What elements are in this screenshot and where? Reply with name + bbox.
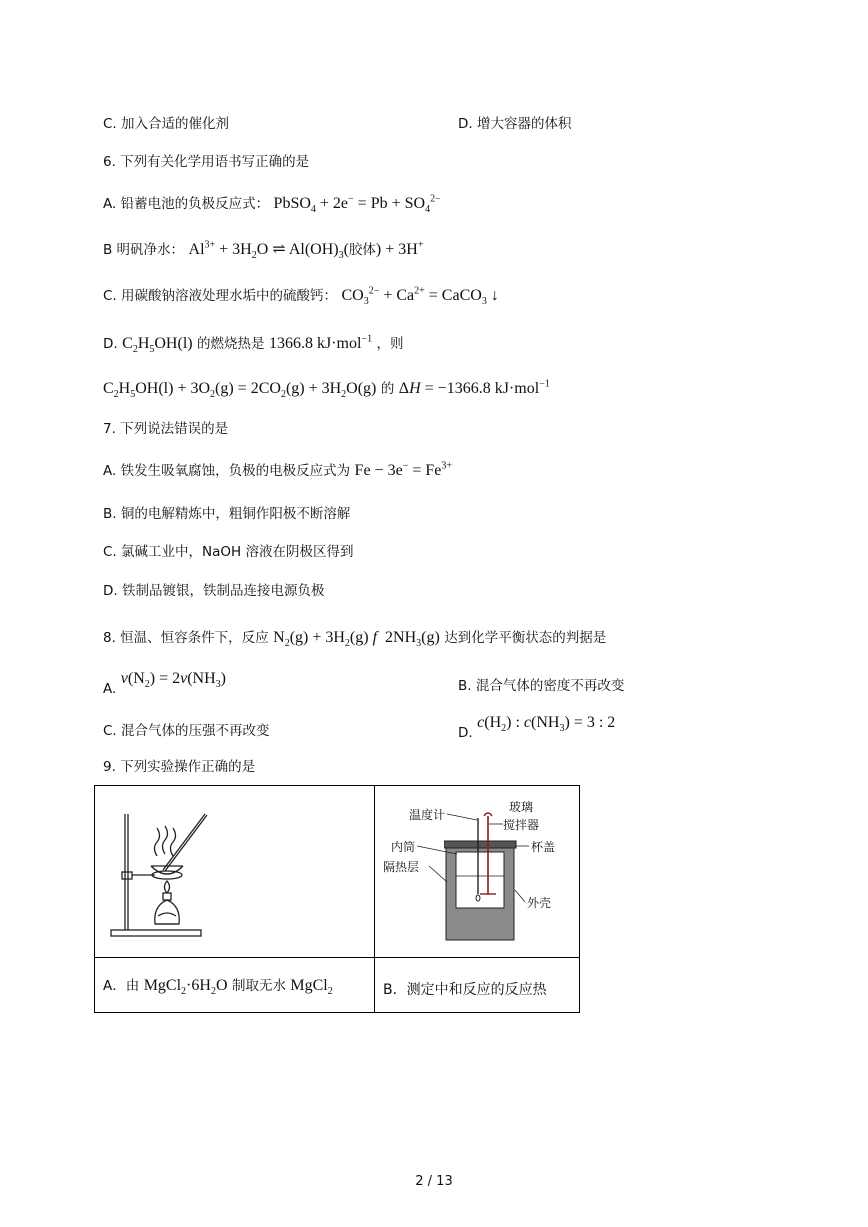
label-thermometer: 温度计 — [409, 808, 446, 822]
q7-option-c: C. 氯碱工业中，NaOH 溶液在阴极区得到 — [103, 544, 354, 560]
q8-stem-pre: 8. 恒温、恒容条件下，反应 — [103, 630, 269, 646]
q7-option-a-formula: $Fe - 3e^- = Fe^{3+}$ — [354, 460, 452, 479]
label-lid: 杯盖 — [531, 840, 556, 854]
q6-option-d-suffix: ，则 — [376, 336, 404, 352]
q6-option-b — [103, 239, 424, 262]
label-outer-shell: 外壳 — [527, 896, 552, 910]
q8-stem-post: 达到化学平衡状态的判据是 — [444, 630, 607, 646]
q8-option-b: B. 混合气体的密度不再改变 — [458, 678, 625, 694]
page-number: 2 / 13 — [415, 1174, 453, 1189]
q6-option-b-text: B 明矾净水： — [103, 242, 185, 258]
q6-option-d-mid: 的燃烧热是 — [197, 336, 265, 352]
q6-option-d-line2-mid: 的 — [380, 381, 395, 397]
q8-reaction: $N_2(g) + 3H_2(g)$ f $2NH_3(g)$ — [273, 629, 440, 650]
q6-option-a — [103, 193, 441, 216]
q9-stem: 9. 下列实验操作正确的是 — [103, 759, 256, 775]
q6-option-d-ethanol: $C_2H_5OH(l)$ — [122, 335, 193, 356]
label-insulation: 隔热层 — [383, 860, 420, 874]
label-leader-lines — [95, 786, 581, 956]
q9-caption-b: B．测定中和反应的反应热 — [383, 982, 547, 998]
q8-option-a-formula: $v(N_2) = 2v(NH_3)$ — [120, 670, 226, 691]
q6-colloid: 胶体 — [348, 242, 376, 258]
q7-option-b: B. 铜的电解精炼中，粗铜作阳极不断溶解 — [103, 506, 351, 522]
q7-option-d: D. 铁制品镀银，铁制品连接电源负极 — [103, 583, 325, 599]
q6-option-d-prefix: D. — [103, 336, 118, 352]
q8-option-d-formula: $c(H_2)$ : $c(NH_3) = 3$ : 2 — [477, 714, 616, 735]
q6-stem: 6. 下列有关化学用语书写正确的是 — [103, 154, 310, 170]
q8-option-a-label: A. — [103, 681, 117, 697]
q8-stem — [103, 629, 607, 650]
q9-caption-a-hydrate: $MgCl_2\cdot 6H_2O$ — [143, 977, 228, 998]
q6-option-c-text: C. 用碳酸钠溶液处理水垢中的硫酸钙： — [103, 288, 338, 304]
q6-option-d-enthalpy: ΔH = −1366.8 kJ·mol$^{-1}$ — [398, 378, 550, 397]
label-glass: 玻璃 — [509, 800, 534, 814]
q5-option-c: C. 加入合适的催化剂 — [103, 116, 230, 132]
q9-caption-a — [103, 974, 333, 998]
q6-option-b-formula: $Al^{3+} + 3H_2O$ ⇌ $Al(OH)_3$(胶体) + 3H+ — [188, 239, 424, 262]
q6-option-d — [103, 333, 404, 356]
q6-option-d-value: 1366.8 kJ·mol$^{-1}$ — [269, 333, 373, 352]
q9-caption-a-anhydrous: MgCl$_2$ — [290, 977, 333, 998]
q8-option-c: C. 混合气体的压强不再改变 — [103, 723, 270, 739]
q9-caption-a-pre: A．由 — [103, 978, 140, 994]
q6-option-d-equation: $C_2H_5OH(l) + 3O_2(g) = 2CO_2(g) + 3H_2O(g)$ — [103, 380, 377, 401]
q7-option-a-text: A. 铁发生吸氧腐蚀，负极的电极反应式为 — [103, 463, 351, 479]
q7-stem: 7. 下列说法错误的是 — [103, 421, 229, 437]
q6-option-d-line2 — [103, 378, 550, 401]
q5-option-d: D. 增大容器的体积 — [458, 116, 572, 132]
label-inner-cup: 内筒 — [391, 840, 416, 854]
q9-caption-a-mid: 制取无水 — [231, 978, 286, 994]
q8-option-d — [458, 714, 616, 741]
q7-option-a — [103, 462, 452, 480]
q6-option-a-formula: PbSO$_4$ + $2e^- = Pb + SO_4^{2-}$ — [273, 193, 441, 216]
table-divider-horizontal — [95, 957, 579, 958]
q8-option-a — [103, 670, 226, 697]
q6-option-c-formula: $CO_3^{2-} + Ca^{2+}$ = CaCO$_3$ ↓ — [341, 285, 499, 308]
label-stirrer: 搅拌器 — [503, 818, 540, 832]
q6-option-a-text: A. 铅蓄电池的负极反应式： — [103, 196, 270, 212]
q8-option-d-label: D. — [458, 725, 473, 741]
q6-option-c — [103, 285, 499, 308]
q9-table — [94, 785, 580, 1013]
